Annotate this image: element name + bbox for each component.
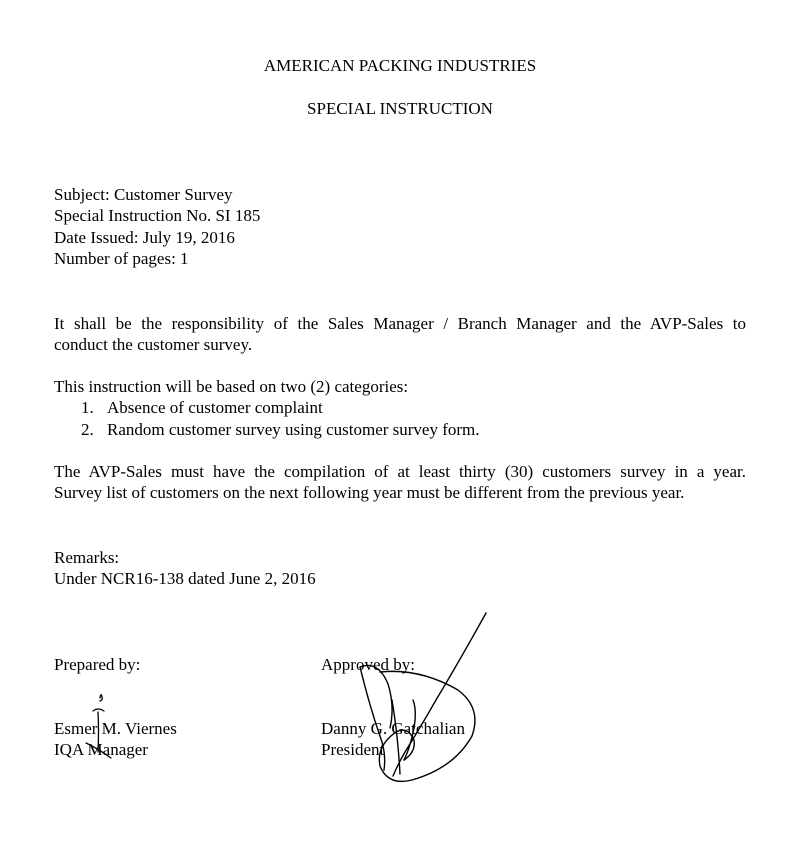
subject-line: Subject: Customer Survey (54, 185, 233, 204)
list-number: 2. (81, 420, 94, 439)
list-text: Absence of customer complaint (107, 398, 323, 417)
paragraph-line: conduct the customer survey. (54, 335, 253, 354)
list-number: 1. (81, 398, 94, 417)
list-item (81, 419, 480, 440)
paragraph-line: The AVP-Sales must have the compilation of at least thirty (30) customers survey in a year. (54, 462, 746, 481)
date-issued: Date Issued: July 19, 2016 (54, 228, 235, 247)
compilation-paragraph (54, 461, 746, 503)
preparer-title: IQA Manager (54, 740, 148, 759)
approver-title: President (321, 740, 385, 759)
prepared-by-label: Prepared by: (54, 655, 141, 674)
remarks-label: Remarks: (54, 548, 120, 567)
approver-name: Danny G. Gatchalian (321, 719, 465, 738)
company-name: AMERICAN PACKING INDUSTRIES (263, 56, 537, 75)
number-of-pages: Number of pages: 1 (54, 249, 189, 268)
remarks-text: Under NCR16-138 dated June 2, 2016 (54, 569, 316, 588)
approved-by-label: Approved by: (321, 655, 415, 674)
list-text: Random customer survey using customer survey form. (107, 420, 480, 439)
preparer-name: Esmer M. Viernes (54, 719, 177, 738)
list-item (81, 397, 323, 418)
categories-intro: This instruction will be based on two (2) categories: (54, 377, 409, 396)
instruction-number: Special Instruction No. SI 185 (54, 206, 261, 225)
paragraph-line: It shall be the responsibility of the Sales Manager / Branch Manager and the AVP-Sales to (54, 314, 746, 333)
paragraph-line: Survey list of customers on the next following year must be different from the previous year. (54, 483, 685, 502)
responsibility-paragraph (54, 313, 746, 355)
document-type: SPECIAL INSTRUCTION (307, 99, 493, 118)
